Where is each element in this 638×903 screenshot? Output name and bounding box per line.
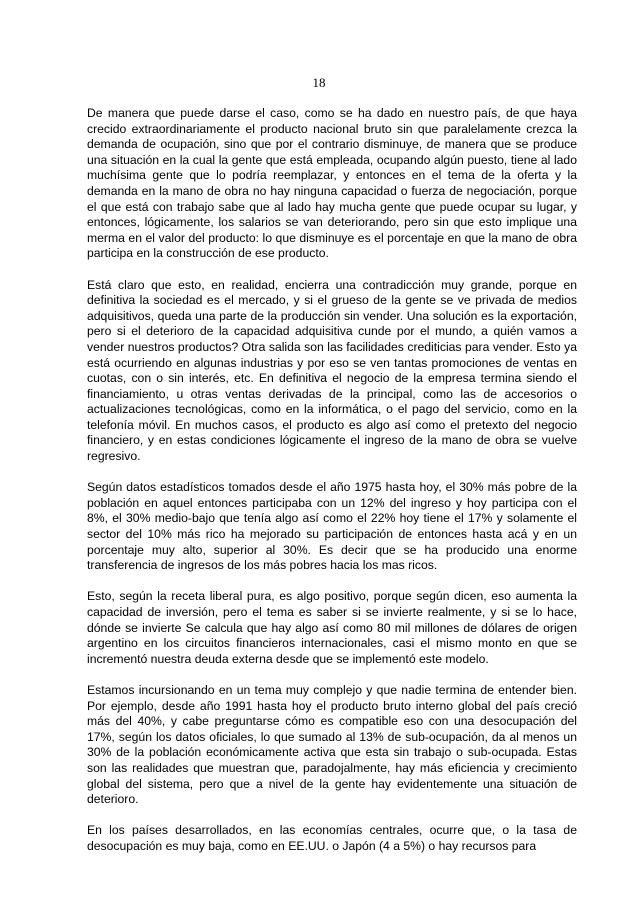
document-body: [87, 106, 577, 870]
paragraph-5: Estamos incursionando en un tema muy complejo y que nadie termina de entender bien. Por ejemplo, desde año 1991 hasta hoy el producto bruto interno global del país creció más del 40%, y cabe preguntarse cómo es compatible eso con una desocupación del 17%, según los datos oficiales, lo que sumado al 13% de sub-ocupación, da al menos un 30% de la población económicamente activa que esta sin trabajo o sub-ocupada. Estas son las realidades que muestran que, paradojalmente, hay más eficiencia y crecimiento global del sistema, pero que a nivel de la gente hay evidentemente una situación de deterioro.: [87, 682, 577, 807]
paragraph-4: Esto, según la receta liberal pura, es algo positivo, porque según dicen, eso aumenta la capacidad de inversión, pero el tema es saber si se invierte realmente, y si se lo hace, dónde se invierte Se calcula que hay algo así como 80 mil millones de dólares de origen argentino en los circuitos financieros internacionales, casi el mismo monto en que se incrementó nuestra deuda externa desde que se implementó este modelo.: [87, 589, 577, 666]
paragraph-2: Está claro que esto, en realidad, encierra una contradicción muy grande, porque en definitiva la sociedad es el mercado, y si el grueso de la gente se ve privada de medios adquisitivos, queda una parte de la producción sin vender. Una solución es la exportación, pero si el deterioro de la capacidad adquisitiva cunde por el mundo, a quién vamos a vender nuestros productos? Otra salida son las facilidades crediticias para vender. Esto ya está ocurriendo en algunas industrias y por eso se ven tantas promociones de ventas en cuotas, con o sin interés, etc. En definitiva el negocio de la empresa termina siendo el financiamiento, u otras ventas derivadas de la principal, como las de accesorios o actualizaciones tecnológicas, como en la informática, o el pago del servicio, como en la telefonía móvil. En muchos casos, el producto es algo así como el pretexto del negocio financiero, y en estas condiciones lógicamente el ingreso de la mano de obra se vuelve regresivo.: [87, 277, 577, 464]
paragraph-1: De manera que puede darse el caso, como se ha dado en nuestro país, de que haya crecido extraordinariamente el producto nacional bruto sin que paralelamente crezca la demanda de ocupación, sino que por el contrario disminuye, de manera que se produce una situación en la cual la gente que está empleada, ocupando algún puesto, tiene al lado muchísima gente que lo podría reemplazar, y entonces en el tema de la oferta y la demanda en la mano de obra no hay ninguna capacidad o fuerza de negociación, porque el que está con trabajo sabe que al lado hay mucha gente que puede ocupar su lugar, y entonces, lógicamente, los salarios se van deteriorando, pero sin que esto implique una merma en el valor del producto: lo que disminuye es el porcentaje en que la mano de obra participa en la construcción de ese producto.: [87, 106, 577, 261]
paragraph-6: En los países desarrollados, en las economías centrales, ocurre que, o la tasa de desocupación es muy baja, como en EE.UU. o Japón (4 a 5%) o hay recursos para: [87, 823, 577, 853]
page-number: 18: [312, 75, 326, 90]
paragraph-3: Según datos estadísticos tomados desde el año 1975 hasta hoy, el 30% más pobre de la población en aquel entonces participaba con un 12% del ingreso y hoy participa con el 8%, el 30% medio-bajo que tenía algo así como el 22% hoy tiene el 17% y solamente el sector del 10% más rico ha mejorado su participación de entonces hasta acá y en un porcentaje muy alto, superior al 30%. Es decir que se ha producido una enorme transferencia de ingresos de los más pobres hacia los mas ricos.: [87, 480, 577, 573]
